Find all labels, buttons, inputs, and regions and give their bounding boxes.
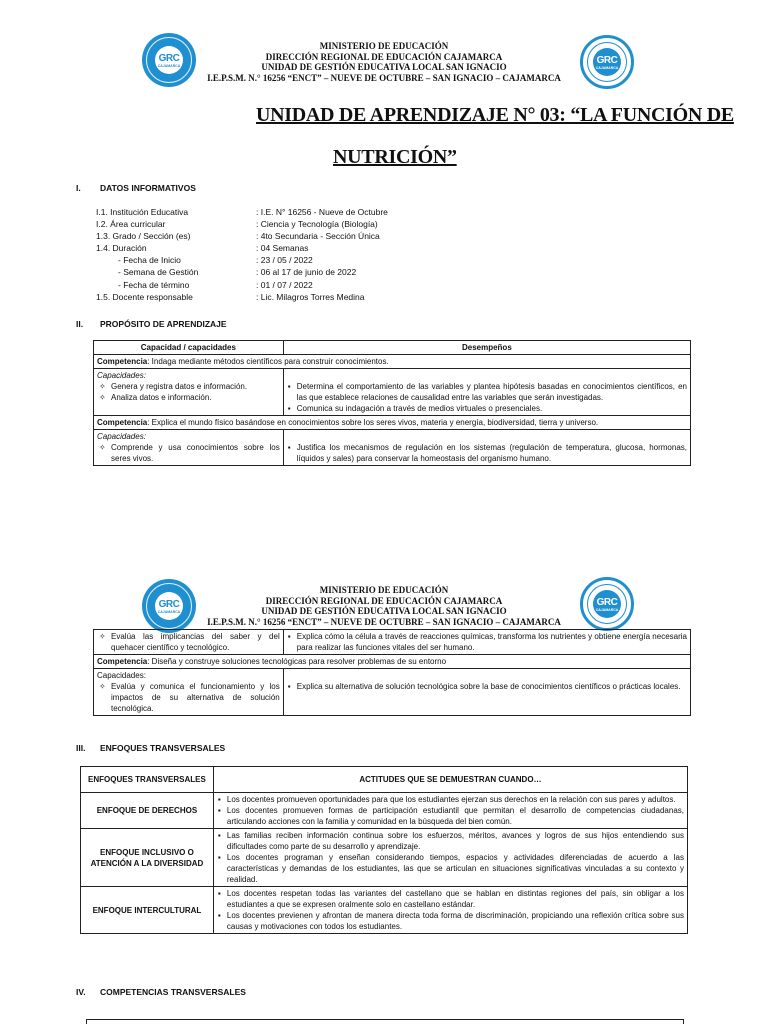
datos-informativos — [96, 206, 436, 303]
datos-row: - Fecha de término : 01 / 07 / 2022 — [118, 279, 313, 290]
enfoque-row: ENFOQUE INTERCULTURAL ▪ Los docentes respetan todas las variantes del castellano que se hablan en distintas regiones del país, sin obligar a los estudiantes a que se expresen oralmente solo en castellano estándar. ▪ Los docentes previenen y afrontan de manera directa toda forma de discriminación, propiciando una reflexión crítica sobre sus causas y motivaciones con todos los estudiantes. — [81, 887, 688, 934]
header-block — [190, 41, 578, 83]
header-line-ugel: UNIDAD DE GESTIÓN EDUCATIVA LOCAL SAN IGNACIO — [261, 62, 507, 72]
datos-row: 1.3. Grado / Sección (es) : 4to Secundaria - Sección Única — [96, 231, 380, 242]
competencia-row: Competencia: Explica el mundo físico basándose en conocimientos sobre los seres vivos, materia y energía, biodiversidad, tierra y universo. — [94, 416, 691, 430]
col-header-actitudes: ACTITUDES QUE SE DEMUESTRAN CUANDO… — [213, 767, 687, 793]
enfoque-row: ENFOQUE DE DERECHOS ▪ Los docentes promueven oportunidades para que los estudiantes ejerzan sus derechos en la relación con sus pares y adultos. ▪ Los docentes promueven formas de participación estudiantil que permitan el desarrollo de competencias ciudadanas, articulando acciones con la familia y comunidad en la búsqueda del bien común. — [81, 793, 688, 829]
proposito-table — [93, 340, 691, 466]
datos-row: 1.5. Docente responsable : Lic. Milagros Torres Medina — [96, 291, 365, 302]
col-header-enfoques: ENFOQUES TRANSVERSALES — [81, 767, 214, 793]
desempenos-cell: ▪ Explica su alternativa de solución tecnológica sobre la base de conocimientos científicos o prácticas locales. — [283, 669, 690, 716]
datos-row: - Fecha de Inicio : 23 / 05 / 2022 — [118, 255, 313, 266]
datos-row: I.1. Institución Educativa : I.E. N° 16256 - Nueve de Octubre — [96, 207, 388, 217]
datos-row: 1.4. Duración : 04 Semanas — [96, 243, 309, 254]
unit-title-line2: NUTRICIÓN” — [333, 146, 457, 168]
col-header-capacidad: Capacidad / capacidades — [94, 341, 284, 355]
header-line-school: I.E.P.S.M. N.° 16256 “ENCT” – NUEVE DE OCTUBRE – SAN IGNACIO – CAJAMARCA — [207, 72, 561, 83]
section-heading-datos: I. DATOS INFORMATIVOS — [76, 183, 196, 193]
section-heading-proposito: II. PROPÓSITO DE APRENDIZAJE — [76, 319, 227, 329]
section-heading-enfoques: III. ENFOQUES TRANSVERSALES — [76, 743, 226, 753]
ugel-logo-right: GRC CAJAMARCA — [580, 35, 634, 89]
desempenos-cell: ▪ Determina el comportamiento de las variables y plantea hipótesis basadas en conocimientos científicos, en las que establece relaciones de causalidad entre las variables que serán investigadas. ▪ Comunica su indagación a través de medios virtuales o presenciales. — [283, 369, 690, 416]
header-block: MINISTERIO DE EDUCACIÓN DIRECCIÓN REGIONAL DE EDUCACIÓN CAJAMARCA UNIDAD DE GESTIÓN EDUCATIVA LOCAL SAN IGNACIO I.E.P.S.M. N.° 16256 “ENCT” – NUEVE DE OCTUBRE – SAN IGNACIO – CAJAMARCA — [207, 585, 561, 627]
desempenos-cell: ▪ Justifica los mecanismos de regulación en los sistemas (regulación de temperatura, glucosa, hormonas, líquidos y sales) para conservar la homeostasis del organismo humano. — [283, 430, 690, 466]
datos-row: I.2. Área curricular : Ciencia y Tecnología (Biología) — [96, 219, 378, 230]
section-heading-competencias: IV. COMPETENCIAS TRANSVERSALES — [76, 987, 246, 997]
datos-row: - Semana de Gestión : 06 al 17 de junio de 2022 — [118, 267, 357, 278]
competencia-row: Competencia: Indaga mediante métodos científicos para construir conocimientos. — [94, 355, 691, 369]
unit-title-line1: UNIDAD DE APRENDIZAJE N° 03: “LA FUNCIÓN DE — [256, 104, 734, 126]
ugel-logo-left: GRC CAJAMARCA — [142, 579, 196, 633]
desempenos-cell: ▪ Explica cómo la célula a través de reacciones químicas, transforma los nutrientes y obtiene energía necesaria para realizar las funciones vitales del ser humano. — [283, 630, 690, 655]
ugel-logo-right: GRC CAJAMARCA — [580, 577, 634, 631]
enfoque-row: ENFOQUE INCLUSIVO O ATENCIÓN A LA DIVERSIDAD ▪ Las familias reciben información continua sobre los esfuerzos, méritos, avances y logros de sus hijos entendiendo sus dificultades como parte de su desarrollo y aprendizaje. ▪ Los docentes programan y enseñan considerando tiempos, espacios y actividades diferenciadas de acuerdo a las características y demandas de los estudiantes, las que se articulan en situaciones significativas vinculadas a su contexto y realidad. — [81, 829, 688, 887]
competencia-row: Competencia: Diseña y construye soluciones tecnológicas para resolver problemas de su entorno — [94, 655, 691, 669]
competencias-table-top-edge — [86, 1019, 684, 1024]
capacidades-cell: Capacidades: ✧ Comprende y usa conocimientos sobre los seres vivos. — [94, 430, 284, 466]
enfoques-table — [80, 766, 688, 934]
col-header-desempenos: Desempeños — [283, 341, 690, 355]
header-line-region: DIRECCIÓN REGIONAL DE EDUCACIÓN CAJAMARCA — [265, 51, 503, 62]
capacidades-cell: ✧ Evalúa las implicancias del saber y del quehacer científico y tecnológico. — [94, 630, 284, 655]
proposito-table-continued — [93, 629, 691, 716]
ugel-logo-left: GRC CAJAMARCA — [142, 33, 196, 87]
capacidades-cell: Capacidades: ✧ Evalúa y comunica el funcionamiento y los impactos de su alternativa de solución tecnológica. — [94, 669, 284, 716]
capacidades-cell: Capacidades: ✧ Genera y registra datos e información. ✧ Analiza datos e información. — [94, 369, 284, 416]
header-line-ministry: MINISTERIO DE EDUCACIÓN — [319, 41, 449, 51]
